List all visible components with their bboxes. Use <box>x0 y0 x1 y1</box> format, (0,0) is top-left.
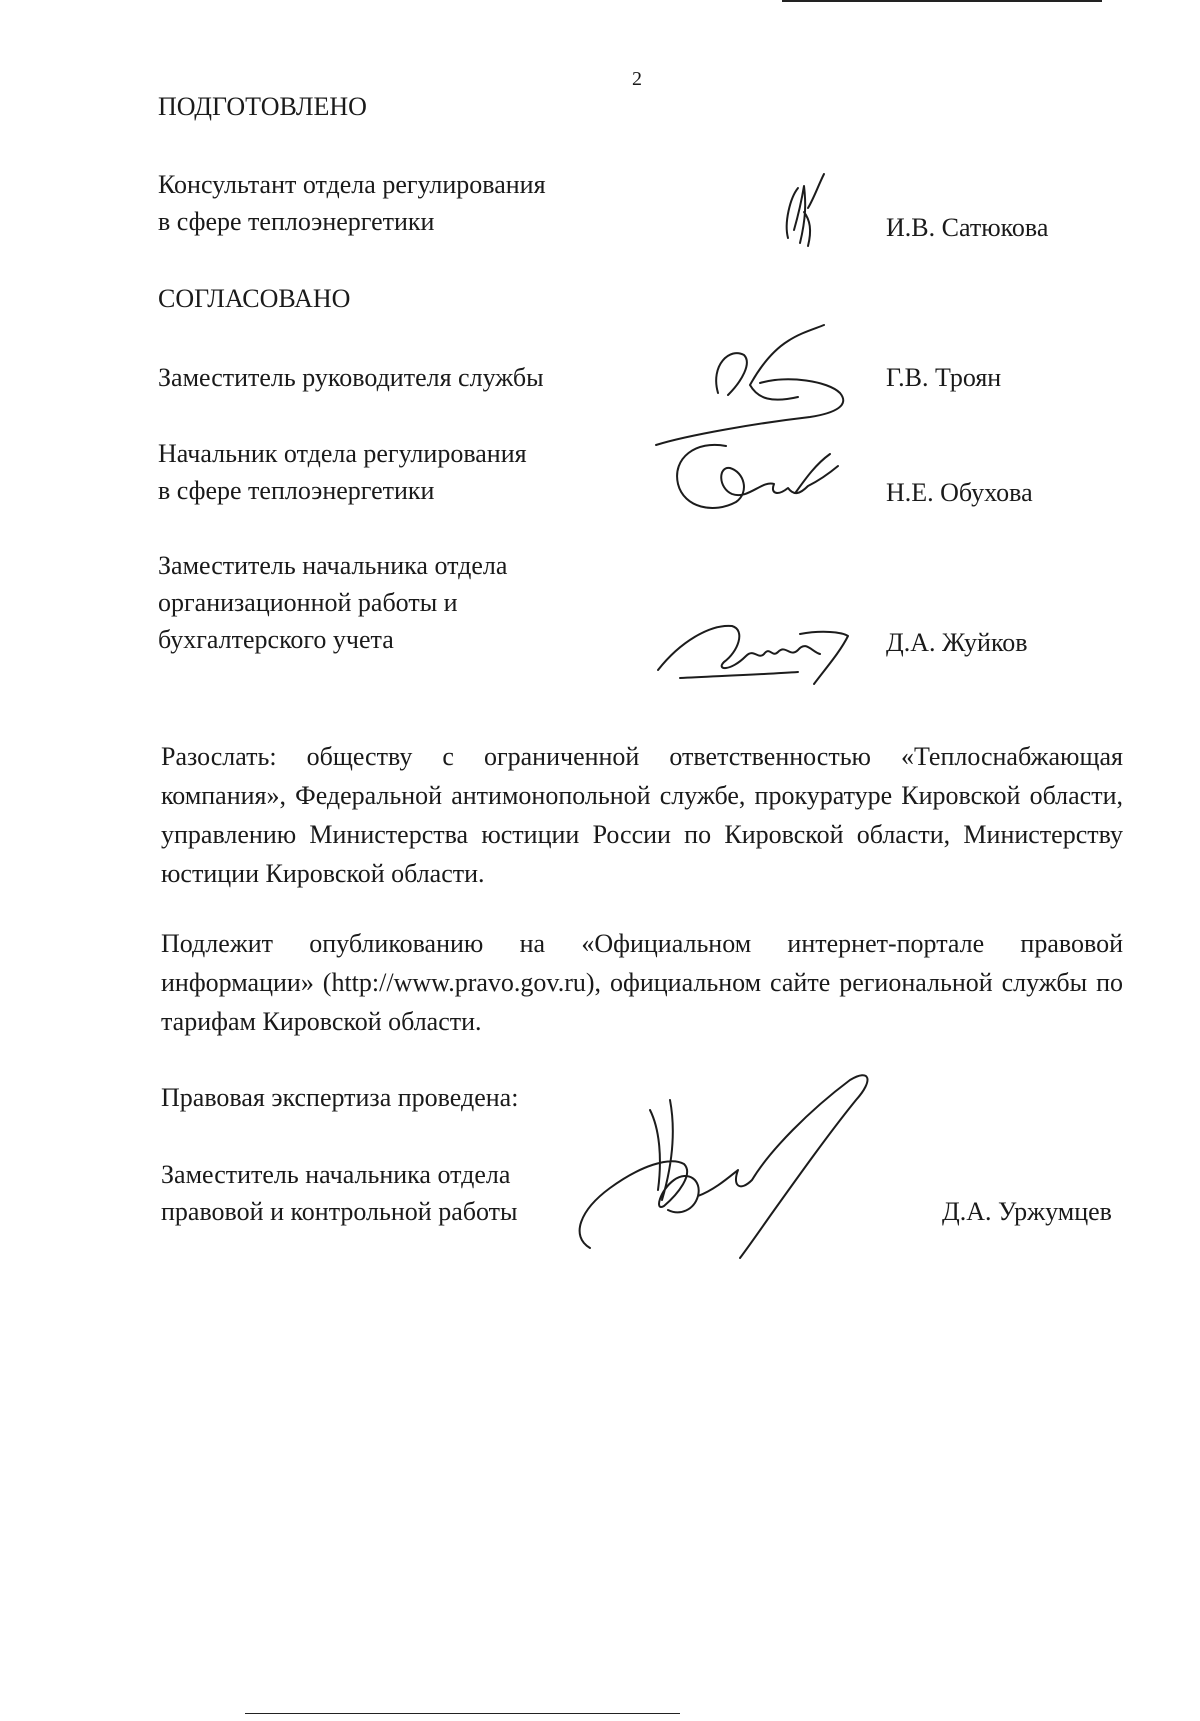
publication-paragraph: Подлежит опубликованию на «Официальном интернет-портале правовой информации» (http://www.pravo.gov.ru), официальном сайте региональной службы по тарифам Кировской области. <box>161 929 1123 1036</box>
distribution-paragraph: Разослать: обществу с ограниченной ответственностью «Теплоснабжающая компания», Федеральной антимонопольной службе, прокуратуре Кировской области, управлению Министерства юстиции России по Кировской области, Министерству юстиции Кировской области. <box>161 742 1123 888</box>
legal-review-heading: Правовая экспертиза проведена: <box>161 1083 519 1112</box>
agreed-signer-2-position-line-1: Начальник отдела регулирования <box>158 439 527 468</box>
agreed-signer-3-position-line-3: бухгалтерского учета <box>158 625 394 654</box>
signature-urzhumtsev <box>570 1070 910 1260</box>
agreed-signer-2-position-line-2: в сфере теплоэнергетики <box>158 476 435 505</box>
signature-obukhova <box>666 436 846 520</box>
legal-review-position-line-2: правовой и контрольной работы <box>161 1197 518 1226</box>
agreed-signer-3-name: Д.А. Жуйков <box>886 628 1028 657</box>
signature-satyukova <box>780 168 840 253</box>
page-number: 2 <box>632 68 642 90</box>
signature-zhuikov <box>650 612 870 692</box>
scan-edge-top <box>782 0 1102 2</box>
prepared-position-line-1: Консультант отдела регулирования <box>158 170 546 199</box>
legal-review-position-line-1: Заместитель начальника отдела <box>161 1160 511 1189</box>
legal-review-signer-name: Д.А. Уржумцев <box>942 1197 1112 1226</box>
prepared-position-line-2: в сфере теплоэнергетики <box>158 207 435 236</box>
agreed-signer-2-name: Н.Е. Обухова <box>886 478 1033 507</box>
scan-edge-bottom <box>245 1713 680 1714</box>
agreed-signer-3-position-line-2: организационной работы и <box>158 588 458 617</box>
agreed-signer-1-position: Заместитель руководителя службы <box>158 363 544 392</box>
agreed-signer-1-name: Г.В. Троян <box>886 363 1002 392</box>
agreed-signer-3-position-line-1: Заместитель начальника отдела <box>158 551 508 580</box>
prepared-heading: ПОДГОТОВЛЕНО <box>158 92 367 121</box>
prepared-signer-name: И.В. Сатюкова <box>886 213 1049 242</box>
agreed-heading: СОГЛАСОВАНО <box>158 284 351 313</box>
